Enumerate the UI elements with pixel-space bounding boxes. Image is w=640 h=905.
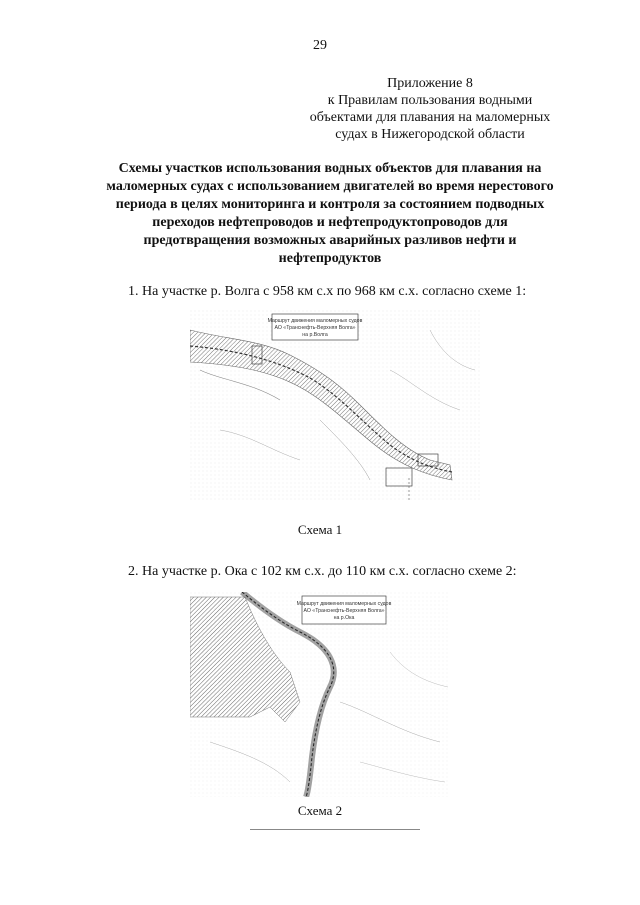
appendix-line: Приложение 8 (387, 76, 473, 91)
legend-line: на р.Волга (302, 332, 328, 338)
caption-scheme-1: Схема 1 (297, 522, 343, 537)
page-number: 29 (313, 38, 327, 53)
item-oka: 2. На участке р. Ока с 102 км с.х. до 110 км с.х. согласно схеме 2: (128, 564, 517, 579)
title-line: Схемы участков использования водных объектов для плавания на (118, 161, 542, 176)
item-volga: 1. На участке р. Волга с 958 км с.х по 968 км с.х. согласно схеме 1: (128, 284, 527, 299)
legend-line: АО «Транснефть-Верхняя Волга» (274, 325, 356, 331)
legend-line: Маршрут движения маломерных судов (267, 318, 363, 324)
scheme-2-map (190, 592, 450, 797)
appendix-line: судах в Нижегородской области (335, 127, 525, 142)
legend-line: Маршрут движения маломерных судов (296, 601, 392, 607)
footer-divider (250, 829, 420, 830)
legend-line: на р.Ока (333, 615, 355, 621)
title-line: переходов нефтепроводов и нефтепродуктопроводов для (152, 215, 508, 230)
title-line: периода в целях мониторинга и контроля за состоянием подводных (115, 197, 545, 212)
legend-line: АО «Транснефть-Верхняя Волга» (303, 608, 385, 614)
appendix-line: объектами для плавания на маломерных (309, 110, 551, 125)
title-line: предотвращения возможных аварийных разливов нефти и (143, 233, 517, 248)
scheme-1-map (190, 310, 482, 500)
appendix-line: к Правилам пользования водными (327, 93, 533, 108)
title-line: нефтепродуктов (278, 251, 382, 266)
caption-scheme-2: Схема 2 (297, 803, 343, 818)
document-title (80, 160, 580, 268)
title-line: маломерных судах с использованием двигателей во время нерестового (106, 179, 554, 194)
appendix-note (300, 75, 560, 143)
